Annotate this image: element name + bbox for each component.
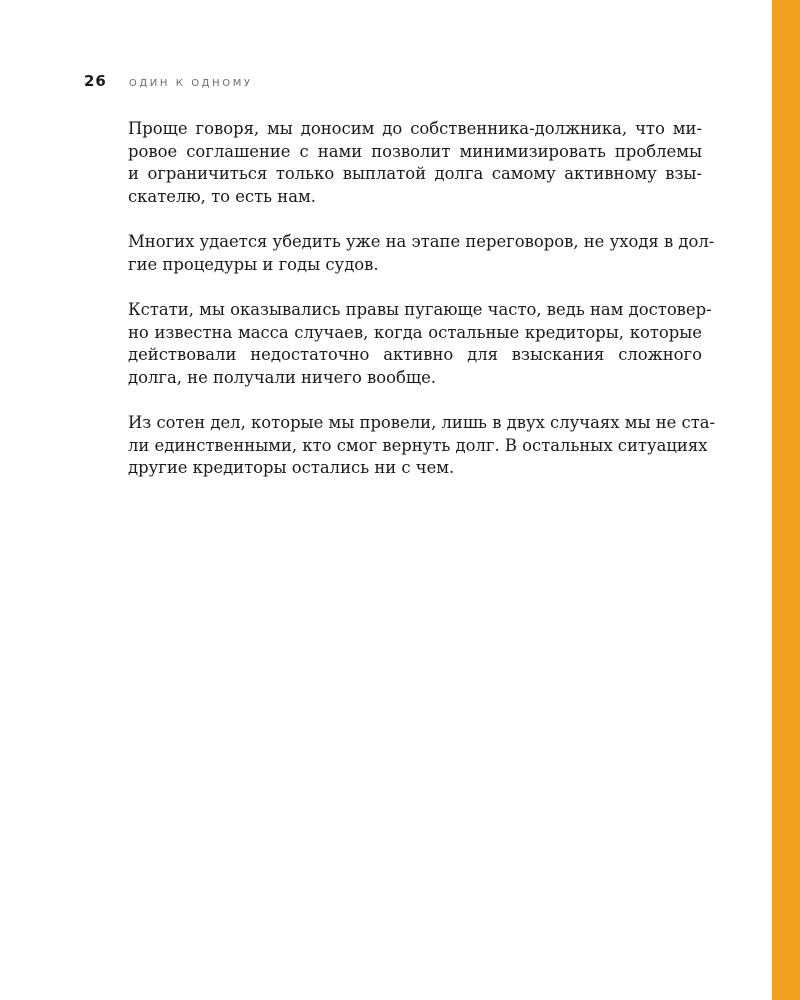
paragraph-1 (128, 118, 702, 208)
text-line: долга, не получали ничего вообще. (128, 367, 437, 387)
paragraph-2 (128, 231, 715, 276)
text-line: ли единственными, кто смог вернуть долг. В остальных ситуациях (128, 435, 708, 455)
text-line: и ограничиться только выплатой долга самому активному взы- (128, 164, 702, 183)
text-line: но известна масса случаев, когда остальные кредиторы, которые (128, 322, 702, 342)
running-title: ОДИН К ОДНОМУ (128, 78, 253, 89)
running-head (84, 72, 253, 90)
text-line: скателю, то есть нам. (128, 186, 316, 206)
text-line: другие кредиторы остались ни с чем. (128, 458, 455, 477)
text-line: гие процедуры и годы судов. (128, 254, 379, 274)
text-line: Проще говоря, мы доносим до собственника-должника, что ми- (128, 119, 702, 138)
text-line: ровое соглашение с нами позволит минимизировать проблемы (128, 141, 702, 161)
text-line: Из сотен дел, которые мы провели, лишь в двух случаях мы не ста- (128, 413, 716, 432)
paragraph-3 (128, 299, 712, 389)
paragraph-4 (128, 412, 716, 480)
page-number: 26 (84, 72, 107, 90)
text-line: действовали недостаточно активно для взыскания сложного (128, 345, 702, 364)
text-line: Кстати, мы оказывались правы пугающе часто, ведь нам достовер- (128, 300, 712, 319)
body-text (128, 118, 716, 503)
edge-color-band (772, 0, 800, 1000)
text-line: Многих удается убедить уже на этапе переговоров, не уходя в дол- (128, 232, 715, 251)
